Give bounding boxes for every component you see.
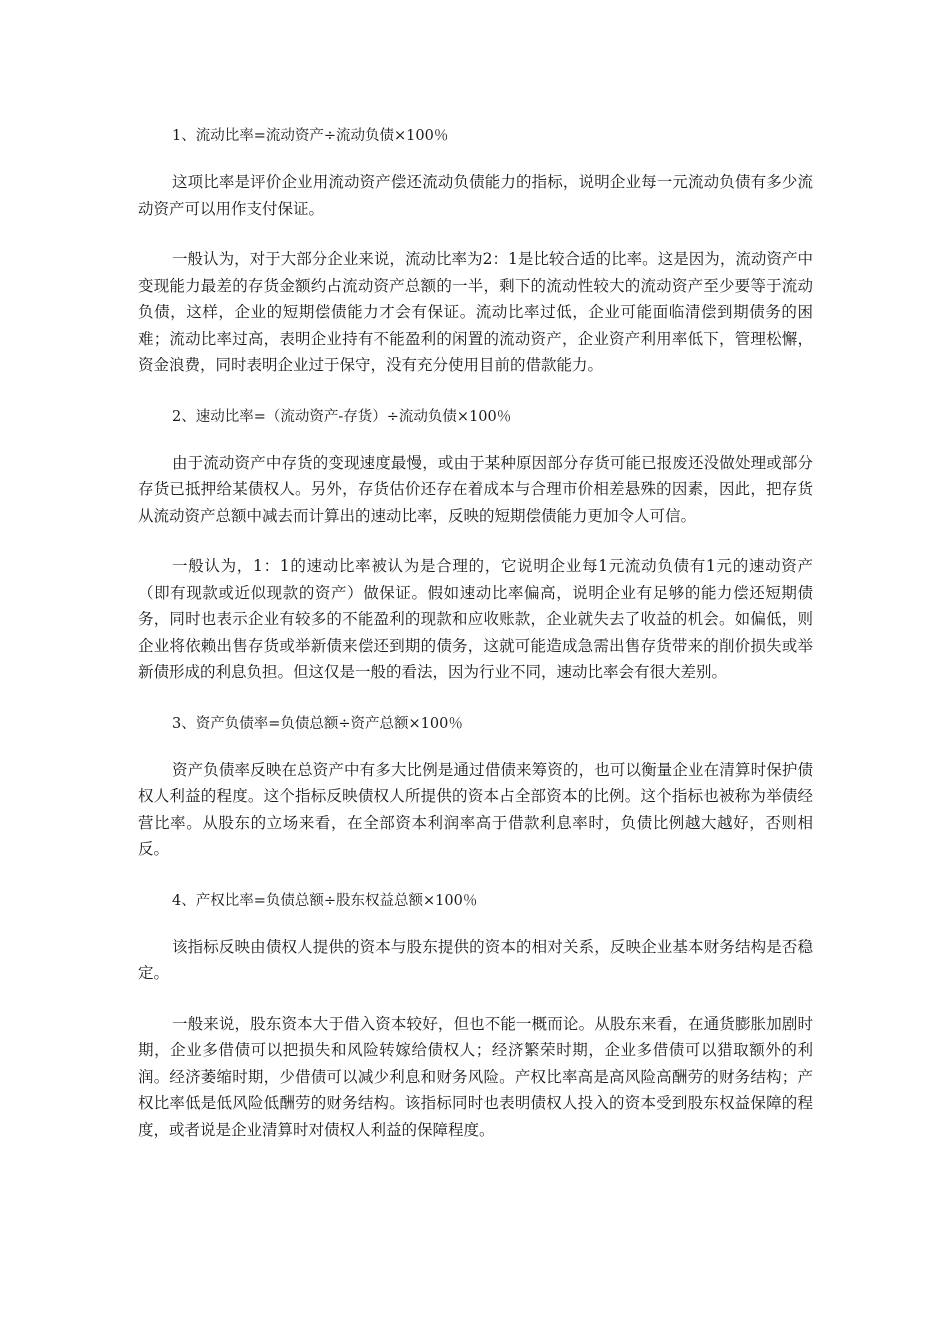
section-heading: 4、产权比率=负债总额÷股东权益总额×100％ xyxy=(172,892,478,909)
paragraph: 这项比率是评价企业用流动资产偿还流动负债能力的指标，说明企业每一元流动负债有多少流动资产可以用作支付保证。 xyxy=(138,173,813,218)
paragraph: 该指标反映由债权人提供的资本与股东提供的资本的相对关系，反映企业基本财务结构是否稳定。 xyxy=(138,937,813,982)
section-equity-ratio xyxy=(138,887,813,1144)
paragraph: 一般认为，对于大部分企业来说，流动比率为2：1是比较合适的比率。这是因为，流动资产中变现能力最差的存货金额约占流动资产总额的一半，剩下的流动性较大的流动资产至少要等于流动负债，这样，企业的短期偿债能力才会有保证。流动比率过低，企业可能面临清偿到期债务的困难；流动比率过高，表明企业持有不能盈利的闲置的流动资产，企业资产利用率低下，管理松懈，资金浪费，同时表明企业过于保守，没有充分使用目前的借款能力。 xyxy=(138,250,813,374)
document-page xyxy=(138,122,813,1143)
paragraph: 由于流动资产中存货的变现速度最慢，或由于某种原因部分存货可能已报废还没做处理或部分存货已抵押给某债权人。另外，存货估价还存在着成本与合理市价相差悬殊的因素，因此，把存货从流动资产总额中减去而计算出的速动比率，反映的短期偿债能力更加令人可信。 xyxy=(138,453,813,525)
paragraph: 一般来说，股东资本大于借入资本较好，但也不能一概而论。从股东来看，在通货膨胀加剧时期，企业多借债可以把损失和风险转嫁给债权人；经济繁荣时期，企业多借债可以猎取额外的利润。经济萎缩时期，少借债可以减少利息和财务风险。产权比率高是高风险高酬劳的财务结构；产权比率低是低风险低酬劳的财务结构。该指标同时也表明债权人投入的资本受到股东权益保障的程度，或者说是企业清算时对债权人利益的保障程度。 xyxy=(138,1014,813,1139)
section-quick-ratio xyxy=(138,403,813,710)
section-debt-ratio xyxy=(138,710,813,887)
section-heading: 3、资产负债率=负债总额÷资产总额×100％ xyxy=(172,715,463,732)
paragraph: 一般认为，1：1的速动比率被认为是合理的，它说明企业每1元流动负债有1元的速动资产（即有现款或近似现款的资产）做保证。假如速动比率偏高，说明企业有足够的能力偿还短期债务，同时也表示企业有较多的不能盈利的现款和应收账款，企业就失去了收益的机会。如偏低，则企业将依赖出售存货或举新债来偿还到期的债务，这就可能造成急需出售存货带来的削价损失或举新债形成的利息负担。但这仅是一般的看法，因为行业不同，速动比率会有很大差别。 xyxy=(138,557,813,681)
section-heading: 2、速动比率=（流动资产-存货）÷流动负债×100％ xyxy=(172,408,512,425)
section-heading: 1、流动比率=流动资产÷流动负债×100％ xyxy=(172,128,449,144)
section-current-ratio xyxy=(138,122,813,403)
paragraph: 资产负债率反映在总资产中有多大比例是通过借债来筹资的，也可以衡量企业在清算时保护债权人利益的程度。这个指标反映债权人所提供的资本占全部资本的比例。这个指标也被称为举债经营比率。从股东的立场来看，在全部资本利润率高于借款利息率时，负债比例越大越好，否则相反。 xyxy=(138,760,813,858)
